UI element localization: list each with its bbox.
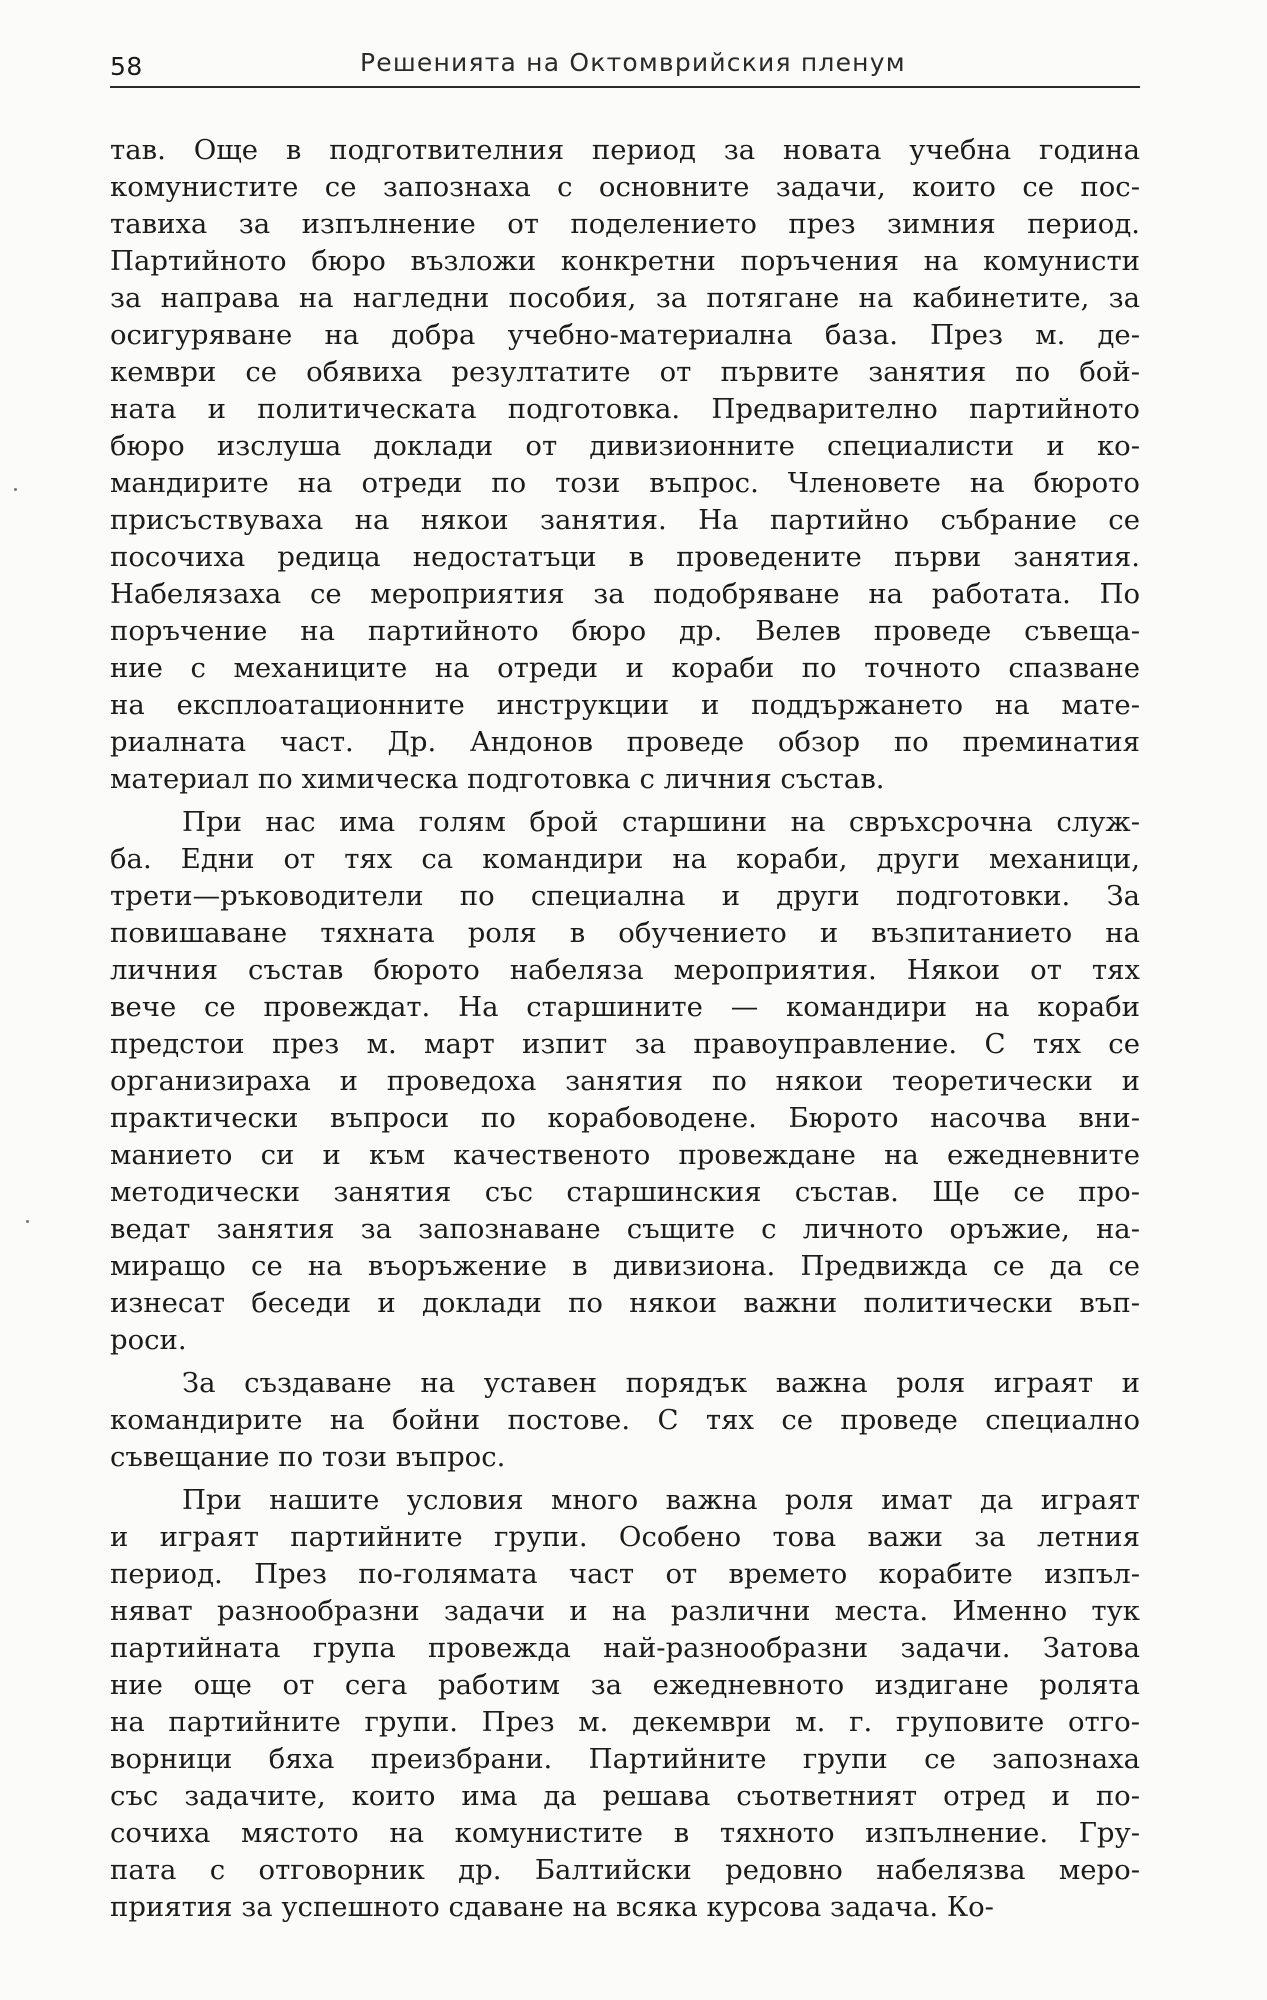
page-number: 58 xyxy=(110,52,143,81)
scan-speck xyxy=(26,1220,29,1223)
text-line: риалната част. Др. Андонов проведе обзор по преминатия xyxy=(110,726,1140,758)
text-line: кември се обявиха резултатите от първите занятия по бой- xyxy=(110,356,1140,388)
text-line: Партийното бюро възложи конкретни поръчения на комунисти xyxy=(110,245,1140,277)
text-line: трети—ръководители по специална и други подготовки. За xyxy=(110,880,1140,912)
text-line: поръчение на партийното бюро др. Велев проведе съвеща- xyxy=(110,615,1140,647)
text-line: роси. xyxy=(110,1324,187,1356)
text-line: пата с отговорник др. Балтийски редовно набелязва меро- xyxy=(110,1854,1140,1886)
text-line: сочиха мястото на комунистите в тяхното изпълнение. Гру- xyxy=(110,1817,1140,1849)
text-line: приятия за успешното сдаване на всяка курсова задача. Ко- xyxy=(110,1891,994,1923)
text-line: методически занятия със старшинския състав. Ще се про- xyxy=(110,1176,1140,1208)
text-line: повишаване тяхната роля в обучението и възпитанието на xyxy=(110,917,1140,949)
text-line: При нас има голям брой старшини на свръхсрочна служ- xyxy=(182,806,1140,838)
text-line: ба. Едни от тях са командири на кораби, други механици, xyxy=(110,843,1140,875)
text-line: При нашите условия много важна роля имат да играят xyxy=(182,1484,1140,1516)
text-line: вече се провеждат. На старшините — командири на кораби xyxy=(110,991,1140,1023)
text-line: материал по химическа подготовка с личния състав. xyxy=(110,763,885,795)
text-line: организираха и проведоха занятия по някои теоретически и xyxy=(110,1065,1140,1097)
text-line: няват разнообразни задачи и на различни места. Именно тук xyxy=(110,1595,1140,1627)
paragraph xyxy=(110,1482,1140,1926)
paragraph xyxy=(110,804,1140,1359)
body-text xyxy=(110,132,1140,1926)
text-line: за направа на нагледни пособия, за потягане на кабинетите, за xyxy=(110,282,1140,314)
text-line: ворници бяха преизбрани. Партийните групи се запознаха xyxy=(110,1743,1140,1775)
text-line: комунистите се запознаха с основните задачи, които се пос- xyxy=(110,171,1140,203)
text-line: тавиха за изпълнение от поделението през зимния период. xyxy=(110,208,1140,240)
text-line: съвещание по този въпрос. xyxy=(110,1441,506,1473)
scan-speck xyxy=(14,488,17,491)
paragraph xyxy=(110,1365,1140,1476)
text-line: мандирите на отреди по този въпрос. Членовете на бюрото xyxy=(110,467,1140,499)
text-line: посочиха редица недостатъци в проведените първи занятия. xyxy=(110,541,1140,573)
text-line: присъствуваха на някои занятия. На партийно събрание се xyxy=(110,504,1140,536)
text-line: партийната група провежда най-разнообразни задачи. Затова xyxy=(110,1632,1140,1664)
text-line: със задачите, които има да решава съответният отред и по- xyxy=(110,1780,1140,1812)
text-line: период. През по-голямата част от времето корабите изпъл- xyxy=(110,1558,1140,1590)
text-line: предстои през м. март изпит за правоуправление. С тях се xyxy=(110,1028,1140,1060)
text-line: бюро изслуша доклади от дивизионните специалисти и ко- xyxy=(110,430,1140,462)
running-title: Решенията на Октомврийския пленум xyxy=(360,48,906,77)
text-line: на експлоатационните инструкции и поддържането на мате- xyxy=(110,689,1140,721)
text-line: личния състав бюрото набеляза мероприятия. Някои от тях xyxy=(110,954,1140,986)
text-line: миращо се на въоръжение в дивизиона. Предвижда се да се xyxy=(110,1250,1140,1282)
page-header xyxy=(110,46,1140,88)
text-line: ведат занятия за запознаване същите с личното оръжие, на- xyxy=(110,1213,1140,1245)
text-line: Набелязаха се мероприятия за подобряване на работата. По xyxy=(110,578,1140,610)
text-line: тав. Още в подготвителния период за новата учебна година xyxy=(110,134,1140,166)
text-line: За създаване на уставен порядък важна роля играят и xyxy=(182,1367,1140,1399)
text-line: ната и политическата подготовка. Предварително партийното xyxy=(110,393,1140,425)
text-line: осигуряване на добра учебно-материална база. През м. де- xyxy=(110,319,1140,351)
text-line: и играят партийните групи. Особено това важи за летния xyxy=(110,1521,1140,1553)
text-line: манието си и към качественото провеждане на ежедневните xyxy=(110,1139,1140,1171)
text-line: практически въпроси по корабоводене. Бюрото насочва вни- xyxy=(110,1102,1140,1134)
text-line: изнесат беседи и доклади по някои важни политически въп- xyxy=(110,1287,1140,1319)
text-line: ние още от сега работим за ежедневното издигане ролята xyxy=(110,1669,1140,1701)
text-line: командирите на бойни постове. С тях се проведе специално xyxy=(110,1404,1140,1436)
paragraph xyxy=(110,132,1140,798)
text-line: на партийните групи. През м. декември м. г. груповите отго- xyxy=(110,1706,1140,1738)
text-line: ние с механиците на отреди и кораби по точното спазване xyxy=(110,652,1140,684)
